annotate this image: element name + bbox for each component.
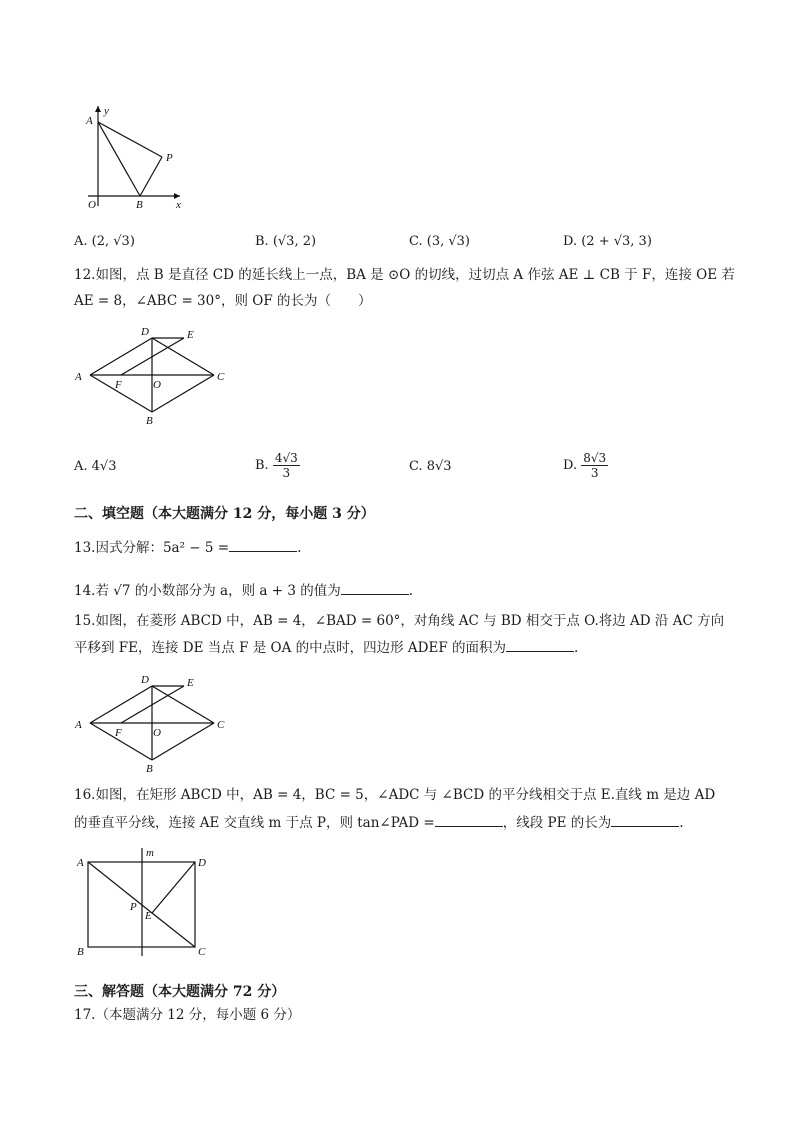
q11-label-b: B <box>136 199 143 211</box>
q16-label-d: D <box>198 857 206 869</box>
q16-label-p: P <box>130 901 137 913</box>
q12-option-a-prefix: A. <box>74 459 92 474</box>
q14-answer-blank[interactable] <box>341 580 409 595</box>
q15-label-b: B <box>146 763 153 775</box>
q12-option-a <box>74 459 116 474</box>
q11-option-a: A. (2, √3) <box>74 234 135 249</box>
section3-title: 三、解答题（本大题满分 72 分） <box>74 984 286 1000</box>
q15-text-line2 <box>74 637 578 658</box>
q16-question-part1: 的垂直平分线，连接 AE 交直线 m 于点 P，则 tan∠PAD = <box>74 815 435 831</box>
q16-label-e: E <box>145 910 152 922</box>
q12-option-c-value: 8√3 <box>426 459 452 474</box>
q12-label-b: B <box>146 415 153 427</box>
q15-label-a: A <box>75 719 82 731</box>
q12-option-d-denominator: 3 <box>590 466 599 480</box>
q12-label-f: F <box>115 379 122 391</box>
q12-option-b-numerator: 4√3 <box>274 451 298 465</box>
q15-end: . <box>574 640 579 656</box>
q12-label-e: E <box>187 329 194 341</box>
q11-option-c: C. (3, √3) <box>409 234 470 249</box>
q15-question: 平移到 FE，连接 DE 当点 F 是 OA 的中点时，四边形 ADEF 的面积为 <box>74 640 506 656</box>
q13-answer-blank[interactable] <box>229 537 297 552</box>
q12-text-line1: 12.如图，点 B 是直径 CD 的延长线上一点，BA 是 ⊙O 的切线，过切点 A 作弦 AE ⊥ CB 于 F，连接 OE 若 <box>74 267 735 283</box>
q16-question-part2: ，线段 PE 的长为 <box>502 815 612 831</box>
q11-label-p: P <box>166 152 173 164</box>
q16-text-line1: 16.如图，在矩形 ABCD 中，AB = 4，BC = 5，∠ADC 与 ∠BCD 的平分线相交于点 E.直线 m 是边 AD <box>74 787 716 803</box>
q16-label-c: C <box>198 946 206 958</box>
q12-option-d <box>563 451 608 480</box>
q14-text <box>74 580 413 601</box>
q12-label-a: A <box>75 371 82 383</box>
q12-option-d-fraction <box>581 451 608 480</box>
q12-option-d-prefix: D. <box>563 458 582 473</box>
q16-label-b: B <box>77 946 84 958</box>
q16-end: . <box>679 815 684 831</box>
q12-label-c: C <box>217 371 225 383</box>
q16-label-m: m <box>146 847 154 859</box>
q12-option-a-value: 4√3 <box>91 459 117 474</box>
q15-figure <box>72 670 242 778</box>
q13-question: 13.因式分解：5a² − 5 = <box>74 540 230 556</box>
q15-label-f: F <box>115 727 122 739</box>
q15-label-d: D <box>141 674 149 686</box>
q13-text: 13.因式分解：5a² − 5 = . <box>74 537 301 558</box>
q11-label-o: O <box>88 199 96 211</box>
q12-option-b-prefix: B. <box>255 458 273 473</box>
q12-option-b-fraction <box>273 451 300 480</box>
q17-text: 17.（本题满分 12 分，每小题 6 分） <box>74 1007 301 1023</box>
q16-label-a: A <box>77 857 84 869</box>
q11-label-a: A <box>86 115 93 127</box>
q16-answer-blank-1[interactable] <box>435 812 503 827</box>
q12-label-d: D <box>141 326 149 338</box>
q11-option-b: B. (√3, 2) <box>255 234 317 249</box>
q12-text-line2: AE = 8，∠ABC = 30°，则 OF 的长为（ ） <box>74 293 372 309</box>
q15-text-line1: 15.如图，在菱形 ABCD 中，AB = 4，∠BAD = 60°，对角线 AC 与 BD 相交于点 O.将边 AD 沿 AC 方向 <box>74 613 725 629</box>
q14-end: . <box>408 583 413 599</box>
q15-label-c: C <box>217 719 225 731</box>
q11-option-d: D. (2 + √3, 3) <box>563 234 652 249</box>
q11-label-x: x <box>176 199 181 211</box>
q16-answer-blank-2[interactable] <box>611 812 679 827</box>
q12-option-b-denominator: 3 <box>282 466 291 480</box>
q12-option-d-numerator: 8√3 <box>583 451 607 465</box>
q15-label-o: O <box>153 727 161 739</box>
q11-figure <box>80 100 190 215</box>
q12-option-c <box>409 459 452 474</box>
q12-label-o: O <box>153 379 161 391</box>
q12-option-c-prefix: C. <box>409 459 427 474</box>
q12-figure <box>72 322 242 430</box>
q16-figure <box>72 842 212 962</box>
q12-option-b <box>255 451 300 480</box>
q15-label-e: E <box>187 677 194 689</box>
q15-answer-blank[interactable] <box>506 637 574 652</box>
q11-label-y: y <box>104 105 109 117</box>
section2-title: 二、填空题（本大题满分 12 分，每小题 3 分） <box>74 506 375 522</box>
q16-text-line2 <box>74 812 684 833</box>
q14-question: 14.若 √7 的小数部分为 a，则 a + 3 的值为 <box>74 583 341 599</box>
